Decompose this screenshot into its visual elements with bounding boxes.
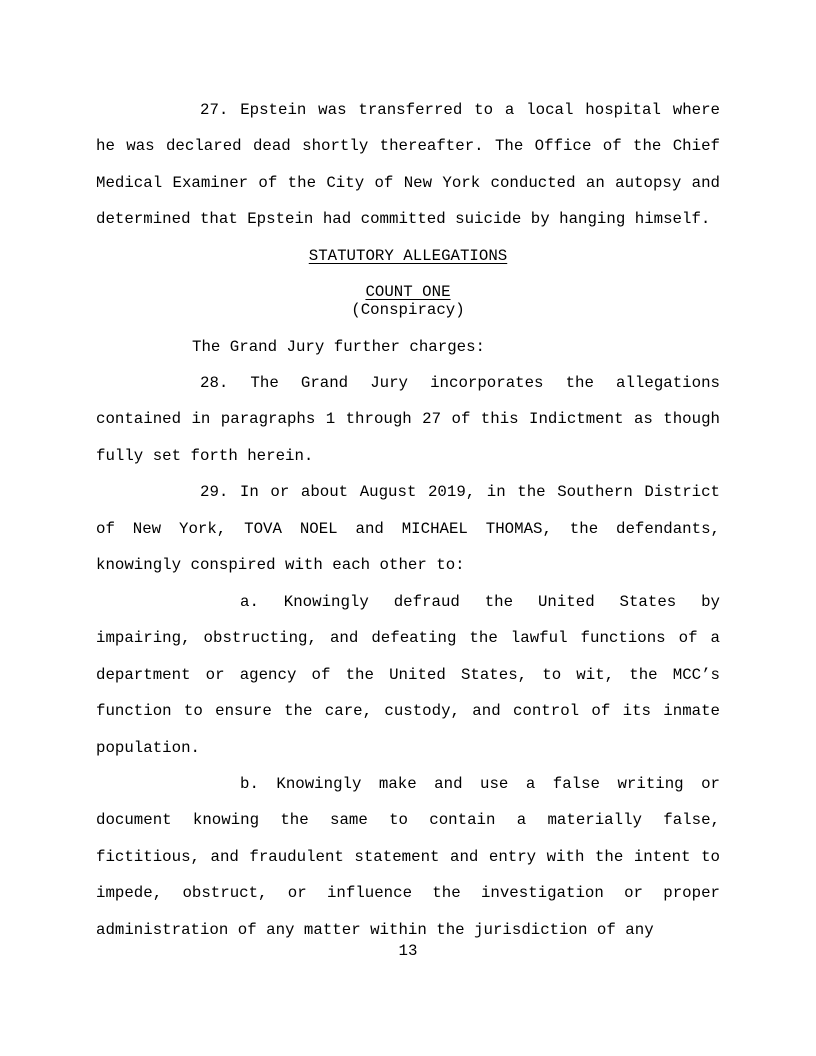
paragraph-b: b. Knowingly make and use a false writing or document knowing the same to contain a materially false, fictitious, and fraudulent statement and entry with the intent to impede, obstruct, or influence the investigation or proper administration of any matter within the jurisdiction of any	[96, 775, 720, 939]
statutory-allegations-text: STATUTORY ALLEGATIONS	[308, 246, 508, 265]
paragraph-27: 27. Epstein was transferred to a local hospital where he was declared dead shortly thereafter. The Office of the Chief Medical Examiner of the City of New York conducted an autopsy and determined that Epstein had committed suicide by hanging himself.	[96, 101, 720, 229]
charges-line: The Grand Jury further charges:	[192, 337, 485, 356]
paragraph-29: 29. In or about August 2019, in the Southern District of New York, TOVA NOEL and MICHAEL THOMAS, the defendants, knowingly conspired with each other to:	[96, 483, 720, 575]
heading-statutory-allegations	[96, 238, 720, 274]
paragraph-a: a. Knowingly defraud the United States by impairing, obstructing, and defeating the lawful functions of a department or agency of the United States, to wit, the MCC’s function to ensure the care, custody, and control of its inmate population.	[96, 592, 720, 757]
paragraph-28: 28. The Grand Jury incorporates the allegations contained in paragraphs 1 through 27 of this Indictment as though fully set forth herein.	[96, 374, 720, 465]
heading-conspiracy: (Conspiracy)	[351, 301, 465, 320]
page-number: 13	[398, 942, 418, 960]
count-one-text: COUNT ONE	[365, 283, 451, 302]
